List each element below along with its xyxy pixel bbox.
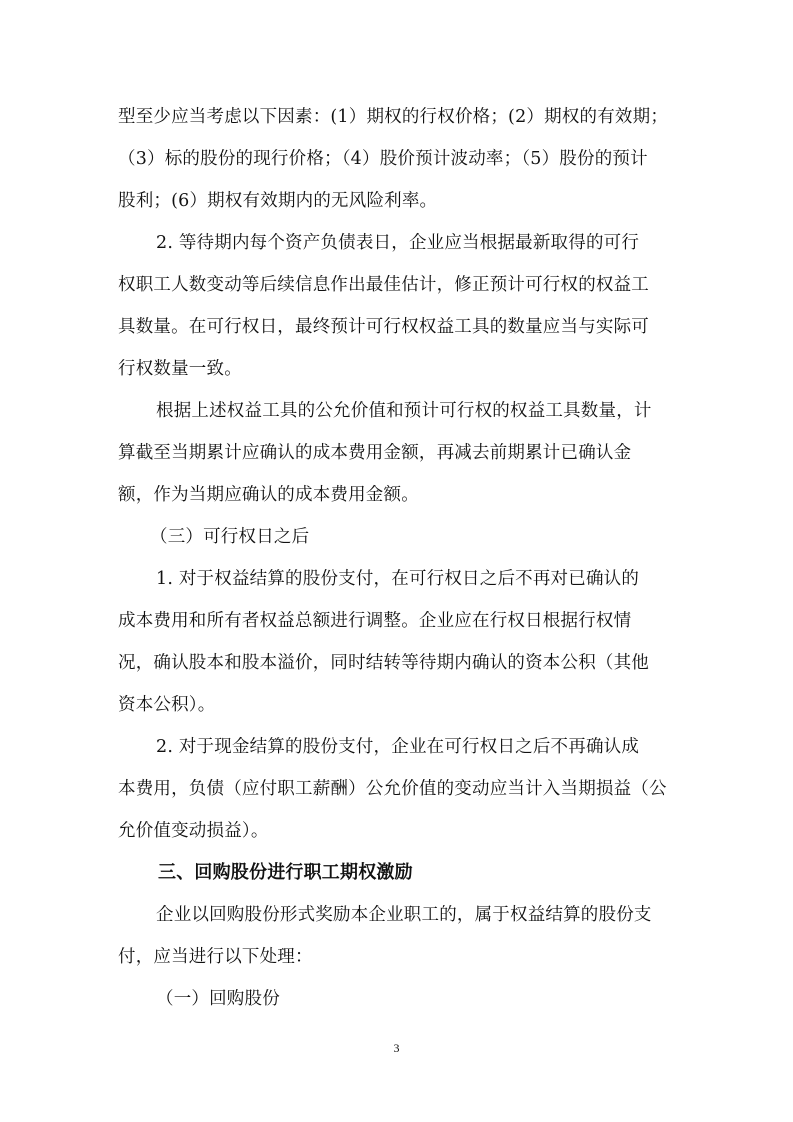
paragraph-line: 根据上述权益工具的公允价值和预计可行权的权益工具数量，计: [156, 401, 652, 421]
paragraph-line: 型至少应当考虑以下因素：(1）期权的行权价格；(2）期权的有效期；: [118, 107, 669, 127]
paragraph-line: 额，作为当期应确认的成本费用金额。: [118, 485, 419, 505]
paragraph-line: 权职工人数变动等后续信息作出最佳估计，修正预计可行权的权益工: [118, 275, 649, 295]
subsection-heading: （一）回购股份: [156, 989, 280, 1009]
paragraph-line: 允价值变动损益）。: [118, 821, 269, 841]
paragraph-line: 本费用，负债（应付职工薪酬）公允价值的变动应当计入当期损益（公: [118, 779, 667, 799]
section-heading: 三、回购股份进行职工期权激励: [158, 862, 413, 883]
paragraph-line: 算截至当期累计应确认的成本费用金额，再减去前期累计已确认金: [118, 443, 632, 463]
subsection-heading: （三）可行权日之后: [150, 527, 310, 547]
paragraph-line: 况，确认股本和股本溢价，同时结转等待期内确认的资本公积（其他: [118, 653, 649, 673]
paragraph-line: 2. 等待期内每个资产负债表日，企业应当根据最新取得的可行: [156, 233, 640, 253]
paragraph-line: 成本费用和所有者权益总额进行调整。企业应在行权日根据行权情: [118, 611, 632, 631]
paragraph-line: 具数量。在可行权日，最终预计可行权权益工具的数量应当与实际可: [118, 317, 649, 337]
paragraph-line: 1. 对于权益结算的股份支付，在可行权日之后不再对已确认的: [156, 569, 640, 589]
page-number: 3: [393, 1041, 400, 1055]
paragraph-line: 行权数量一致。: [118, 359, 242, 379]
paragraph-line: 股利；(6）期权有效期内的无风险利率。: [118, 191, 438, 211]
paragraph-line: 资本公积）。: [118, 695, 216, 715]
paragraph-line: （3）标的股份的现行价格；（4）股价预计波动率；（5）股份的预计: [118, 149, 648, 169]
paragraph-line: 企业以回购股份形式奖励本企业职工的，属于权益结算的股份支: [156, 905, 652, 925]
paragraph-line: 2. 对于现金结算的股份支付，企业在可行权日之后不再确认成: [156, 737, 640, 757]
paragraph-line: 付，应当进行以下处理：: [118, 947, 313, 967]
